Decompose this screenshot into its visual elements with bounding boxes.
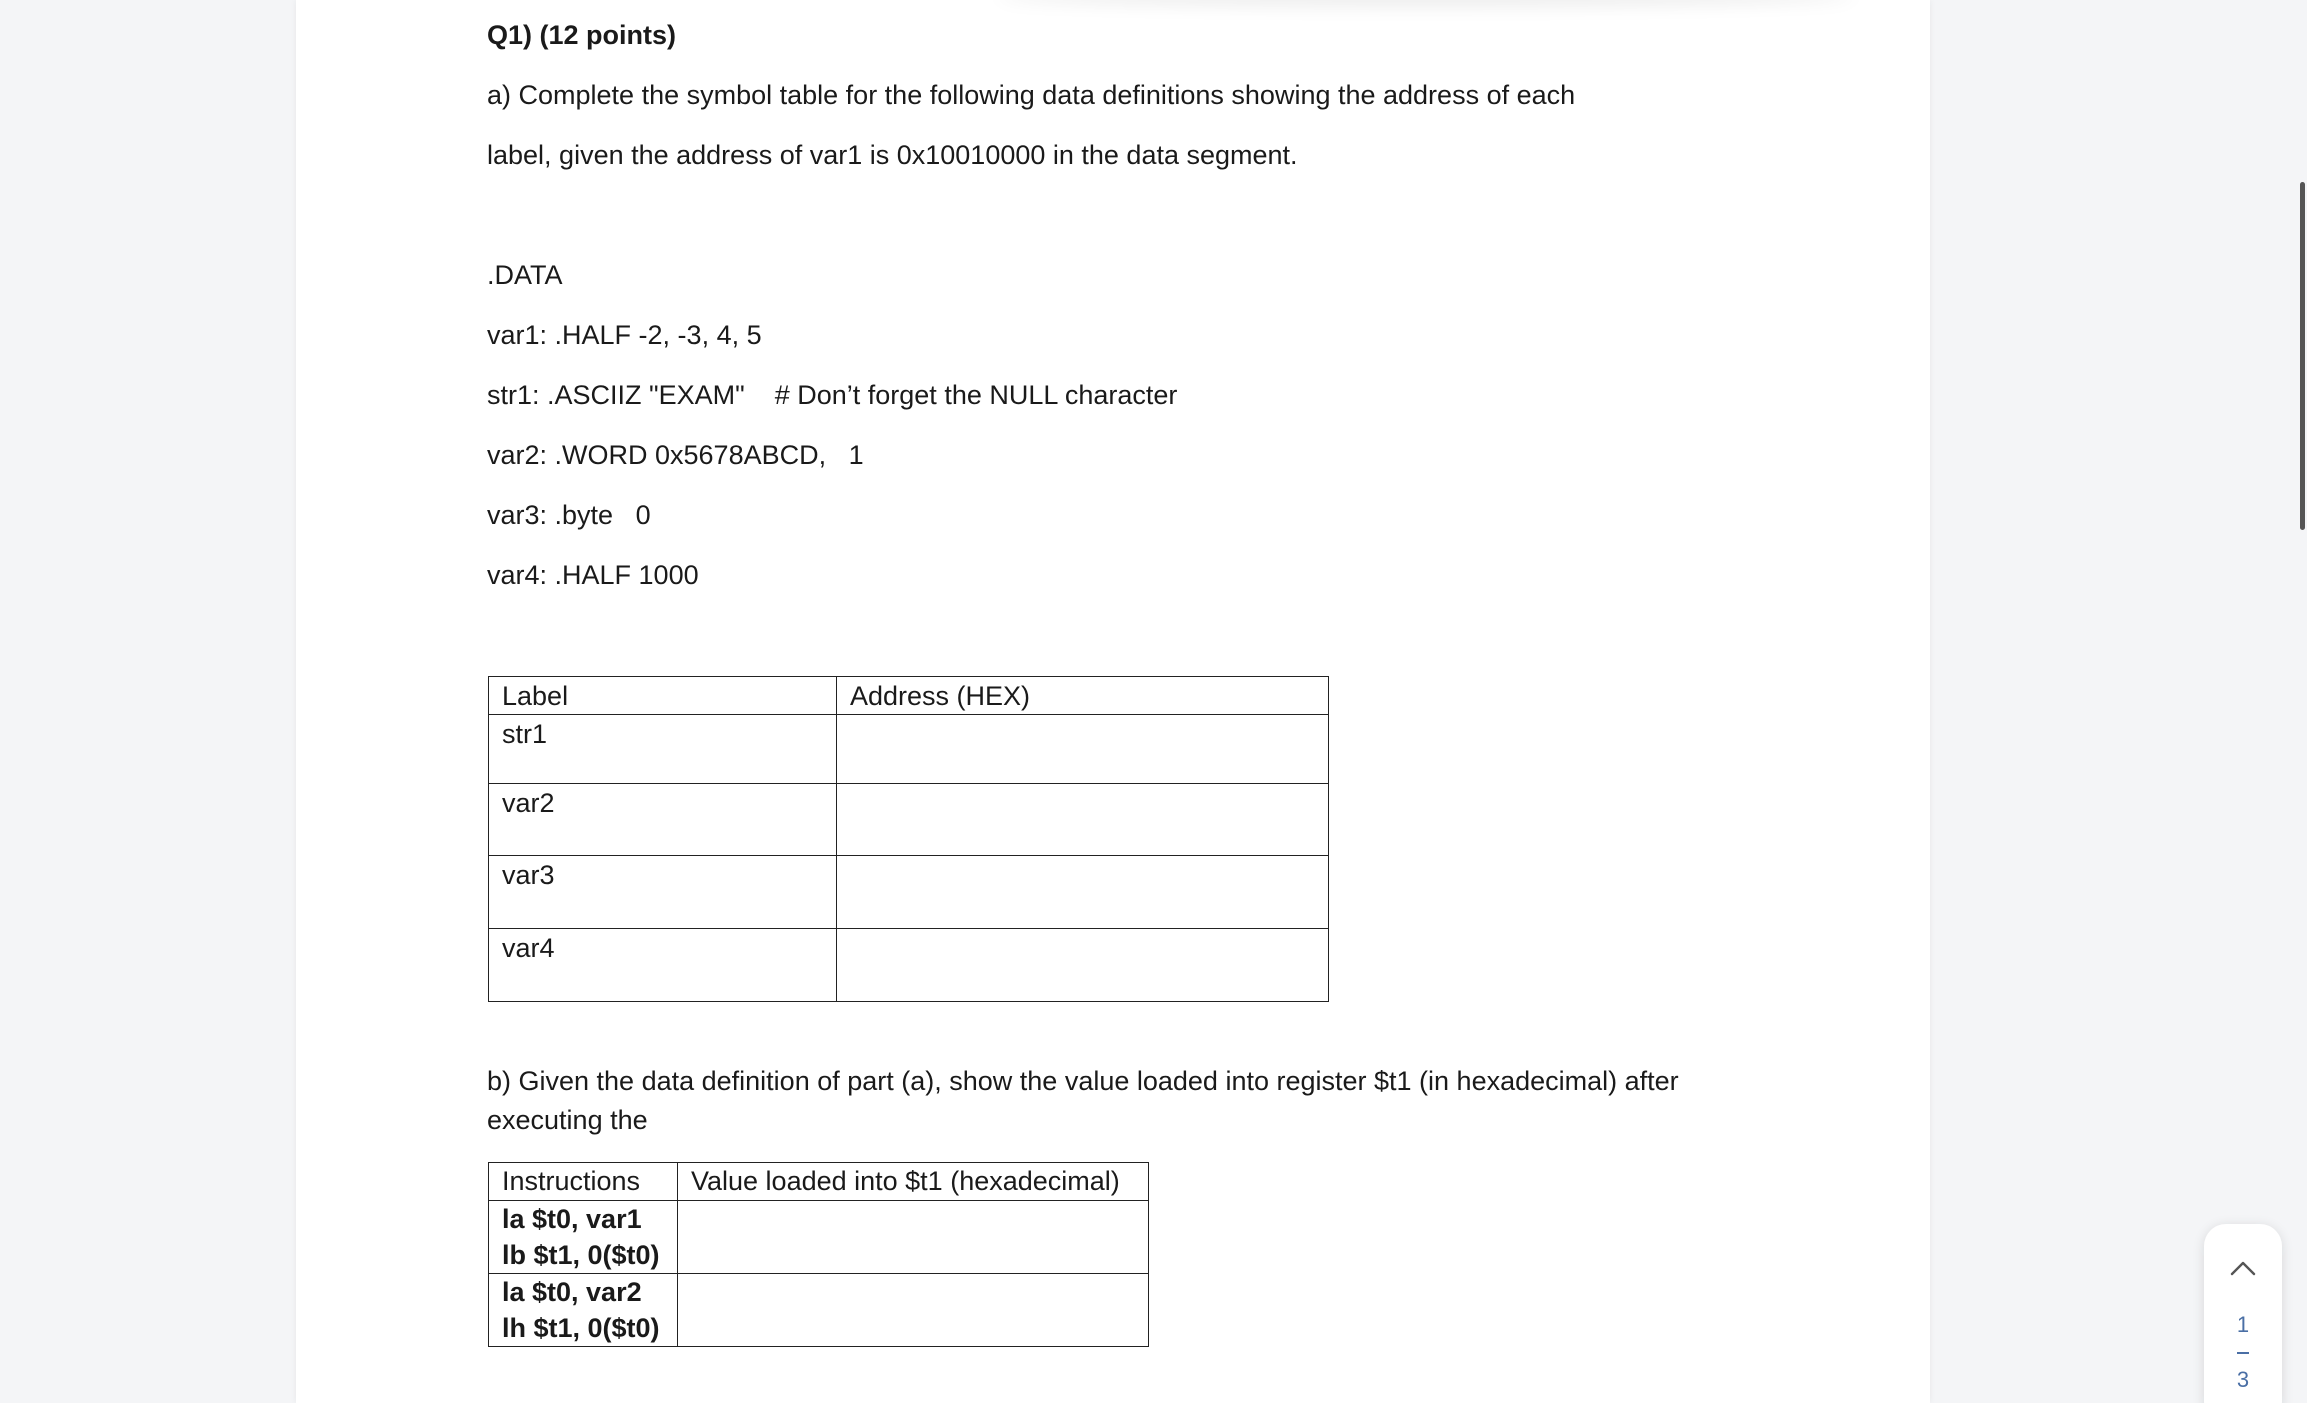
scrollbar-thumb[interactable] (2300, 182, 2305, 530)
symbol-address-cell (837, 784, 1329, 856)
instruction-cell (489, 1274, 678, 1347)
value-cell (678, 1201, 1149, 1274)
document-page (296, 0, 1930, 1403)
symbol-address-cell (837, 715, 1329, 784)
instruction-table-header-instructions: Instructions (489, 1163, 678, 1201)
code-line-var1: var1: .HALF -2, -3, 4, 5 (487, 320, 762, 350)
symbol-label-cell: str1 (489, 715, 837, 784)
part-a-instruction-line-2: label, given the address of var1 is 0x10010000 in the data segment. (487, 140, 1298, 170)
symbol-label-cell: var3 (489, 856, 837, 929)
symbol-address-cell (837, 929, 1329, 1002)
instruction-table (488, 1162, 1149, 1347)
part-b-instruction-line-2: executing the (487, 1105, 648, 1135)
value-cell (678, 1274, 1149, 1347)
instruction-line: lh $t1, 0($t0) (502, 1313, 660, 1343)
symbol-label-cell: var2 (489, 784, 837, 856)
instruction-line: lb $t1, 0($t0) (502, 1240, 660, 1270)
symbol-table (488, 676, 1329, 1002)
table-row (489, 856, 1329, 929)
current-page-number: 1 (2236, 1312, 2250, 1337)
table-row (489, 929, 1329, 1002)
page-separator (2237, 1352, 2249, 1354)
part-b-instruction-line-1: b) Given the data definition of part (a), show the value loaded into register $t1 (in hexadecimal) after (487, 1066, 1679, 1096)
chevron-up-icon[interactable] (2228, 1256, 2258, 1280)
instruction-line: la $t0, var2 (502, 1277, 642, 1307)
symbol-table-header (489, 677, 1329, 715)
code-line-var3: var3: .byte 0 (487, 500, 651, 530)
table-row (489, 1201, 1149, 1274)
total-page-count: 3 (2236, 1367, 2250, 1392)
table-row (489, 715, 1329, 784)
instruction-table-header-value: Value loaded into $t1 (hexadecimal) (678, 1163, 1149, 1201)
question-heading: Q1) (12 points) (487, 20, 677, 50)
code-line-str1: str1: .ASCIIZ "EXAM" # Don’t forget the NULL character (487, 380, 1178, 410)
instruction-cell (489, 1201, 678, 1274)
instruction-line: la $t0, var1 (502, 1204, 642, 1234)
vertical-scrollbar[interactable] (2297, 0, 2307, 1403)
symbol-table-header-address: Address (HEX) (837, 677, 1329, 715)
code-line-var2: var2: .WORD 0x5678ABCD, 1 (487, 440, 864, 470)
table-row (489, 784, 1329, 856)
code-data-directive: .DATA (487, 260, 563, 290)
symbol-address-cell (837, 856, 1329, 929)
symbol-table-header-label: Label (489, 677, 837, 715)
code-line-var4: var4: .HALF 1000 (487, 560, 699, 590)
instruction-table-header (489, 1163, 1149, 1201)
table-row (489, 1274, 1149, 1347)
page-navigator (2204, 1224, 2282, 1403)
part-a-instruction-line-1: a) Complete the symbol table for the following data definitions showing the address of each (487, 80, 1576, 110)
symbol-label-cell: var4 (489, 929, 837, 1002)
